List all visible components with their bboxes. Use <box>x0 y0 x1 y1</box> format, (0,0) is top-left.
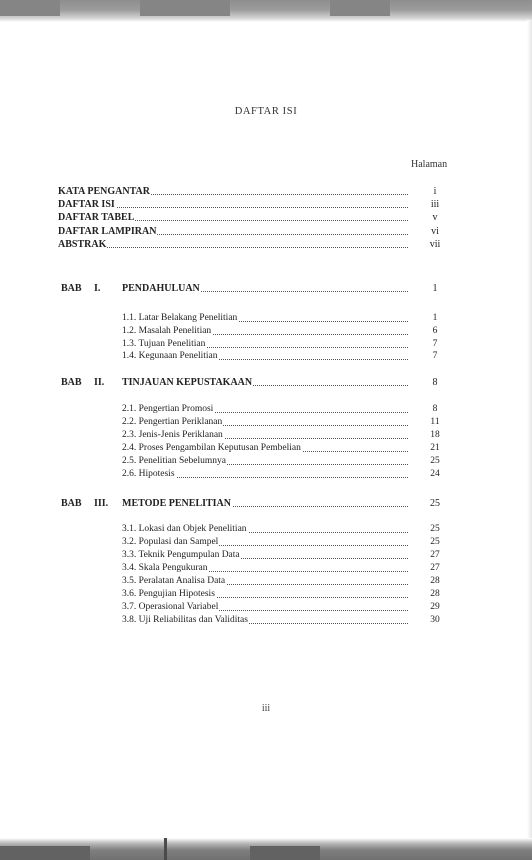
toc-entry-page: 30 <box>430 615 440 625</box>
toc-entry-section[interactable] <box>122 430 448 441</box>
chapter-title: PENDAHULUAN <box>122 283 200 294</box>
toc-entry-page: 28 <box>430 589 440 599</box>
toc-entry-section[interactable] <box>122 469 448 480</box>
toc-entry-page: 8 <box>432 404 438 414</box>
toc-entry-page: 7 <box>432 339 438 349</box>
chapter-label: BAB <box>61 498 82 509</box>
page-edge <box>527 20 532 840</box>
toc-entry-page: 1 <box>432 283 438 294</box>
toc-entry-page: 21 <box>430 443 440 453</box>
toc-entry-front-matter[interactable] <box>58 239 448 250</box>
toc-entry-label: 3.2. Populasi dan Sampel <box>122 537 219 547</box>
toc-entry-front-matter[interactable] <box>58 199 448 210</box>
toc-entry-page: 25 <box>430 537 440 547</box>
toc-entry-section[interactable] <box>122 404 448 415</box>
toc-entry-label: 3.8. Uji Reliabilitas dan Validitas <box>122 615 248 625</box>
page-column-header: Halaman <box>411 159 448 170</box>
toc-entry-label: 2.3. Jenis-Jenis Periklanan <box>122 430 223 440</box>
chapter-title: METODE PENELITIAN <box>122 498 232 509</box>
toc-entry-label: 2.6. Hipotesis <box>122 469 175 479</box>
toc-entry-label: 3.5. Peralatan Analisa Data <box>122 576 226 586</box>
toc-entry-label: 1.2. Masalah Penelitian <box>122 326 212 336</box>
page-number: iii <box>261 703 271 714</box>
toc-entry-chapter[interactable] <box>122 498 448 509</box>
toc-entry-page: 7 <box>432 351 438 361</box>
toc-entry-section[interactable] <box>122 602 448 613</box>
toc-entry-section[interactable] <box>122 524 448 535</box>
toc-entry-label: 1.3. Tujuan Penelitian <box>122 339 206 349</box>
toc-entry-section[interactable] <box>122 326 448 337</box>
toc-entry-label: 1.4. Kegunaan Penelitian <box>122 351 218 361</box>
toc-entry-label: DAFTAR ISI <box>58 199 115 210</box>
page-title: DAFTAR ISI <box>234 106 298 117</box>
toc-entry-page: 18 <box>430 430 440 440</box>
toc-entry-label: 1.1. Latar Belakang Penelitian <box>122 313 238 323</box>
toc-entry-page: 27 <box>430 563 440 573</box>
toc-entry-label: 2.2. Pengertian Periklanan <box>122 417 223 427</box>
chapter-label: BAB <box>61 377 82 388</box>
chapter-label: BAB <box>61 283 82 294</box>
toc-entry-page: v <box>432 212 438 223</box>
toc-entry-label: 2.4. Proses Pengambilan Keputusan Pembelian <box>122 443 301 453</box>
toc-entry-page: 25 <box>430 456 440 466</box>
toc-entry-label: KATA PENGANTAR <box>58 186 150 197</box>
toc-entry-section[interactable] <box>122 339 448 350</box>
scan-shadow-bottom <box>0 838 532 860</box>
toc-entry-page: i <box>433 186 437 197</box>
toc-entry-label: DAFTAR LAMPIRAN <box>58 226 157 237</box>
toc-entry-chapter[interactable] <box>122 377 448 388</box>
toc-entry-section[interactable] <box>122 351 448 362</box>
toc-entry-label: 3.6. Pengujian Hipotesis <box>122 589 215 599</box>
toc-entry-label: 3.4. Skala Pengukuran <box>122 563 208 573</box>
toc-entry-section[interactable] <box>122 589 448 600</box>
toc-entry-page: vi <box>431 226 439 237</box>
toc-entry-page: iii <box>430 199 440 210</box>
toc-entry-page: 8 <box>432 377 438 388</box>
chapter-numeral: I. <box>94 283 101 294</box>
toc-entry-section[interactable] <box>122 417 448 428</box>
toc-entry-page: 6 <box>432 326 438 336</box>
toc-entry-page: 24 <box>430 469 440 479</box>
toc-entry-section[interactable] <box>122 313 448 324</box>
toc-entry-section[interactable] <box>122 563 448 574</box>
toc-entry-page: 29 <box>430 602 440 612</box>
toc-entry-front-matter[interactable] <box>58 212 448 223</box>
toc-entry-section[interactable] <box>122 443 448 454</box>
toc-entry-page: vii <box>429 239 441 250</box>
toc-entry-label: 3.7. Operasional Variabel <box>122 602 219 612</box>
toc-entry-page: 1 <box>432 313 438 323</box>
toc-entry-label: 2.5. Penelitian Sebelumnya <box>122 456 226 466</box>
toc-entry-page: 27 <box>430 550 440 560</box>
toc-entry-front-matter[interactable] <box>58 186 448 197</box>
toc-entry-page: 25 <box>430 498 440 509</box>
toc-entry-section[interactable] <box>122 615 448 626</box>
scan-shadow-top <box>0 0 532 22</box>
toc-entry-section[interactable] <box>122 576 448 587</box>
toc-entry-section[interactable] <box>122 550 448 561</box>
chapter-title: TINJAUAN KEPUSTAKAAN <box>122 377 253 388</box>
toc-entry-section[interactable] <box>122 537 448 548</box>
toc-entry-label: 3.1. Lokasi dan Objek Penelitian <box>122 524 247 534</box>
toc-entry-label: 3.3. Teknik Pengumpulan Data <box>122 550 240 560</box>
toc-entry-section[interactable] <box>122 456 448 467</box>
toc-entry-page: 11 <box>430 417 440 427</box>
toc-entry-page: 25 <box>430 524 440 534</box>
toc-entry-label: ABSTRAK <box>58 239 107 250</box>
toc-entry-label: DAFTAR TABEL <box>58 212 135 223</box>
toc-entry-page: 28 <box>430 576 440 586</box>
toc-entry-front-matter[interactable] <box>58 226 448 237</box>
chapter-numeral: II. <box>94 377 105 388</box>
toc-entry-label: 2.1. Pengertian Promosi <box>122 404 214 414</box>
chapter-numeral: III. <box>94 498 109 509</box>
toc-entry-chapter[interactable] <box>122 283 448 294</box>
